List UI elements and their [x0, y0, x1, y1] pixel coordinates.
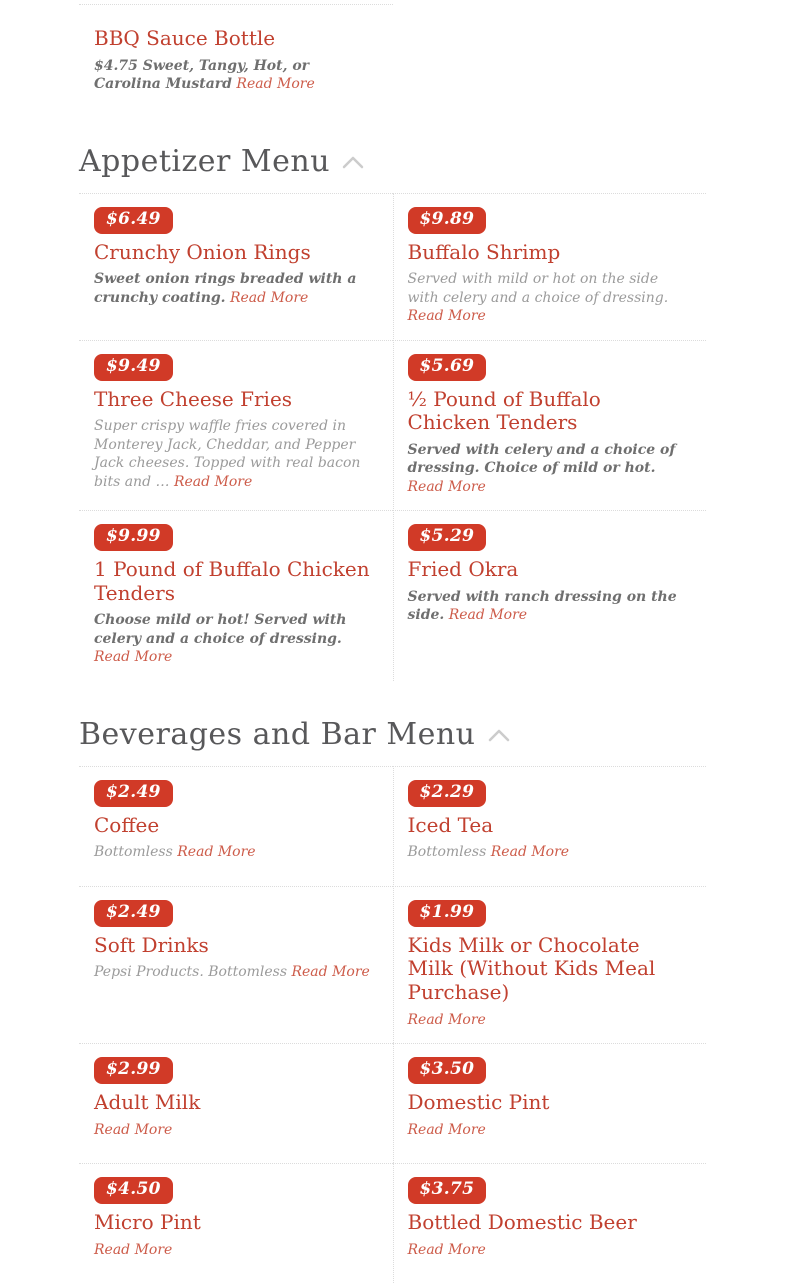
item-title-link[interactable]: Iced Tea	[407, 812, 494, 837]
item-title	[408, 241, 687, 265]
item-description-block	[94, 611, 373, 666]
item-description-block	[94, 57, 373, 94]
item-title	[94, 1211, 373, 1235]
item-description-block	[408, 1011, 687, 1029]
price-badge: $5.69	[408, 354, 487, 381]
menu-item	[393, 766, 707, 886]
item-title	[408, 1211, 687, 1235]
item-title-link[interactable]: Fried Okra	[407, 557, 519, 582]
item-description: Served with mild or hot on the side with celery and a choice of dressing.	[407, 271, 669, 306]
item-title-link[interactable]: Three Cheese Fries	[94, 386, 293, 411]
item-description-block	[94, 843, 373, 861]
item-description: Served with ranch dressing on the side.	[407, 588, 677, 624]
item-title-link[interactable]: ½ Pound of Buffalo Chicken Tenders	[407, 386, 601, 435]
menu-item	[393, 340, 707, 511]
section-title: Beverages and Bar Menu	[79, 716, 476, 752]
item-title-link[interactable]: Crunchy Onion Rings	[94, 239, 311, 264]
item-description-block	[408, 1241, 687, 1259]
menu-item	[79, 193, 393, 340]
read-more-link[interactable]: Read More	[236, 76, 315, 93]
price-badge: $4.50	[94, 1177, 173, 1204]
item-description: Choose mild or hot! Served with celery and a choice of dressing.	[94, 612, 347, 647]
item-title-link[interactable]: 1 Pound of Buffalo Chicken Tenders	[94, 557, 370, 605]
previous-menu-row	[79, 4, 706, 108]
chevron-up-icon[interactable]	[342, 155, 364, 169]
item-title	[94, 1091, 373, 1115]
item-title-link[interactable]: Soft Drinks	[94, 932, 209, 957]
item-title	[94, 814, 373, 838]
menu-item	[79, 886, 393, 1043]
menu-item	[393, 510, 707, 681]
appetizer-menu-grid	[79, 193, 706, 681]
item-description: Served with celery and a choice of dressing. Choice of mild or hot.	[407, 441, 676, 477]
item-title	[94, 388, 373, 412]
read-more-link[interactable]: Read More	[407, 1011, 486, 1028]
item-description-block	[94, 270, 373, 307]
item-title-link[interactable]: Domestic Pint	[407, 1089, 550, 1114]
item-description: Bottomless	[94, 844, 173, 861]
section-header-appetizer[interactable]	[79, 142, 706, 181]
item-description-block	[94, 1121, 373, 1139]
item-description-block	[94, 963, 373, 981]
item-description: Sweet onion rings breaded with a crunchy coating.	[94, 271, 357, 306]
read-more-link[interactable]: Read More	[407, 1241, 486, 1258]
section-header-beverages[interactable]	[79, 715, 706, 754]
item-description-block	[408, 588, 687, 625]
read-more-link[interactable]: Read More	[490, 844, 570, 861]
price-badge: $3.50	[408, 1057, 487, 1084]
menu-item	[393, 1163, 707, 1283]
price-badge: $9.89	[408, 207, 487, 234]
menu-item	[79, 340, 393, 511]
read-more-link[interactable]: Read More	[173, 473, 253, 490]
read-more-link[interactable]: Read More	[94, 1121, 173, 1138]
price-badge: $2.99	[94, 1057, 173, 1084]
menu-item	[79, 4, 393, 108]
price-badge: $9.49	[94, 354, 173, 381]
item-title-link[interactable]: BBQ Sauce Bottle	[94, 26, 276, 50]
item-title	[408, 934, 687, 1005]
empty-cell	[393, 4, 707, 108]
read-more-link[interactable]: Read More	[407, 478, 486, 495]
price-badge: $5.29	[408, 524, 487, 551]
menu-item	[393, 193, 707, 340]
item-title-link[interactable]: Kids Milk or Chocolate Milk (Without Kids Meal Purchase)	[407, 932, 656, 1004]
item-description-block	[408, 843, 687, 861]
item-description: Super crispy waffle fries covered in Monterey Jack, Cheddar, and Pepper Jack cheeses. Topped with real bacon bits and …	[94, 418, 361, 490]
item-description-block	[94, 417, 373, 491]
menu-item	[393, 886, 707, 1043]
read-more-link[interactable]: Read More	[407, 1121, 486, 1138]
read-more-link[interactable]: Read More	[94, 649, 173, 666]
read-more-link[interactable]: Read More	[94, 1241, 173, 1258]
item-title	[408, 558, 687, 582]
menu-item	[79, 1043, 393, 1163]
item-description: $4.75 Sweet, Tangy, Hot, or Carolina Mustard	[94, 57, 310, 93]
item-title	[94, 27, 373, 51]
price-badge: $2.49	[94, 900, 173, 927]
menu-item	[393, 1043, 707, 1163]
price-badge: $3.75	[408, 1177, 487, 1204]
item-title	[408, 388, 687, 435]
read-more-link[interactable]: Read More	[229, 289, 309, 306]
item-title-link[interactable]: Buffalo Shrimp	[407, 239, 561, 264]
price-badge: $2.29	[408, 780, 487, 807]
read-more-link[interactable]: Read More	[407, 308, 486, 325]
item-description-block	[94, 1241, 373, 1259]
price-badge: $1.99	[408, 900, 487, 927]
price-badge: $2.49	[94, 780, 173, 807]
item-title	[94, 558, 373, 605]
menu-item	[79, 766, 393, 886]
price-badge: $9.99	[94, 524, 173, 551]
item-description-block	[408, 441, 687, 496]
item-title-link[interactable]: Coffee	[94, 812, 160, 837]
item-title	[94, 241, 373, 265]
item-title	[408, 1091, 687, 1115]
item-description: Bottomless	[407, 844, 487, 861]
section-title: Appetizer Menu	[79, 143, 331, 179]
price-badge: $6.49	[94, 207, 173, 234]
read-more-link[interactable]: Read More	[291, 964, 370, 981]
read-more-link[interactable]: Read More	[177, 844, 256, 861]
item-description: Pepsi Products. Bottomless	[94, 964, 288, 981]
item-title-link[interactable]: Bottled Domestic Beer	[407, 1209, 637, 1234]
menu-item	[79, 1163, 393, 1283]
read-more-link[interactable]: Read More	[448, 607, 528, 624]
item-title	[94, 934, 373, 958]
item-title	[408, 814, 687, 838]
chevron-up-icon[interactable]	[488, 728, 510, 742]
item-description-block	[408, 270, 687, 325]
item-title-link[interactable]: Micro Pint	[94, 1209, 201, 1234]
item-title-link[interactable]: Adult Milk	[94, 1089, 201, 1114]
menu-item	[79, 510, 393, 681]
beverages-menu-grid	[79, 766, 706, 1283]
item-description-block	[408, 1121, 687, 1139]
